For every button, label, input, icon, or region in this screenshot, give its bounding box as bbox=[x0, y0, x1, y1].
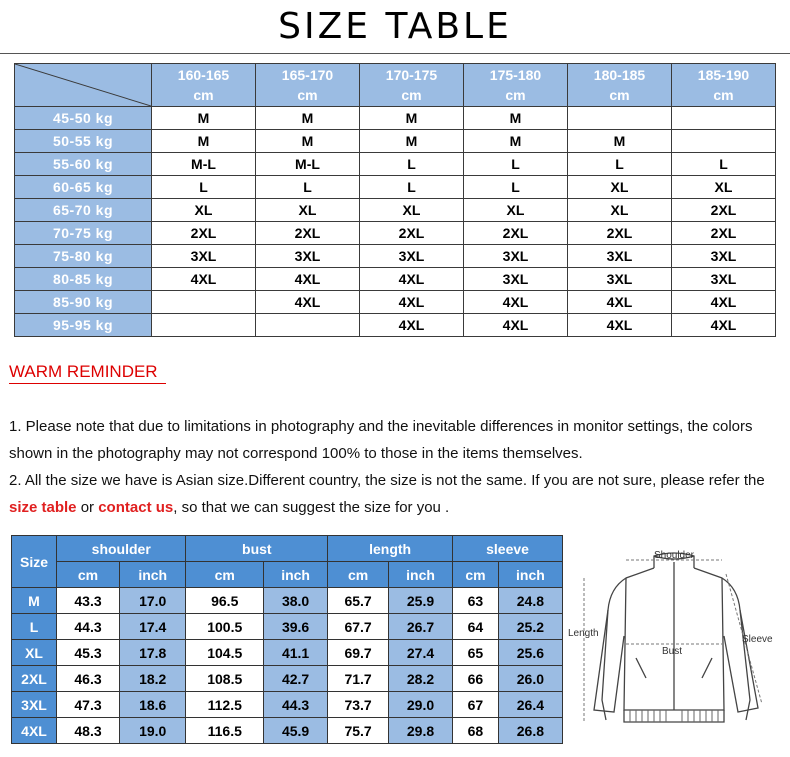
measurement-cell: 38.0 bbox=[264, 588, 328, 614]
length-header: length bbox=[328, 536, 453, 562]
measurement-cell: 47.3 bbox=[57, 692, 120, 718]
measurement-cell: 25.2 bbox=[498, 614, 562, 640]
size-cell: 2XL bbox=[256, 222, 360, 245]
unit-header-row bbox=[12, 562, 563, 588]
table-corner bbox=[15, 64, 152, 107]
measurement-cell: 17.0 bbox=[120, 588, 186, 614]
reminder-text: or bbox=[76, 499, 99, 516]
size-cell: M bbox=[152, 130, 256, 153]
unit-header: cm bbox=[328, 562, 389, 588]
size-cell: 3XL bbox=[568, 268, 672, 291]
size-cell: M bbox=[464, 130, 568, 153]
measurement-cell: 96.5 bbox=[186, 588, 264, 614]
size-cell: 4XL bbox=[152, 268, 256, 291]
garment-measurement-table bbox=[11, 535, 563, 744]
warm-reminder-underline bbox=[9, 383, 166, 384]
size-cell: 2XL bbox=[464, 222, 568, 245]
measurement-cell: 69.7 bbox=[328, 640, 389, 666]
table-row bbox=[15, 268, 776, 291]
table-row bbox=[12, 718, 563, 744]
height-header: 180-185 cm bbox=[568, 64, 672, 107]
size-cell: XL bbox=[256, 199, 360, 222]
size-cell: M bbox=[152, 107, 256, 130]
table-row bbox=[15, 199, 776, 222]
size-cell bbox=[568, 107, 672, 130]
measurement-cell: 26.7 bbox=[388, 614, 452, 640]
size-cell: L bbox=[360, 153, 464, 176]
measurement-cell: 26.4 bbox=[498, 692, 562, 718]
weight-range-cell: 95-95 kg bbox=[15, 314, 152, 337]
jacket-measurement-diagram bbox=[566, 540, 788, 746]
table-row bbox=[12, 692, 563, 718]
measurement-cell: 17.8 bbox=[120, 640, 186, 666]
table-header-row bbox=[15, 64, 776, 107]
size-cell bbox=[152, 291, 256, 314]
size-cell bbox=[256, 314, 360, 337]
size-cell: L bbox=[464, 153, 568, 176]
table-row bbox=[12, 614, 563, 640]
size-cell: M bbox=[568, 130, 672, 153]
unit-header: inch bbox=[498, 562, 562, 588]
size-cell: 4XL bbox=[464, 291, 568, 314]
size-cell: 2XL bbox=[568, 222, 672, 245]
size-cell: L bbox=[672, 153, 776, 176]
size-cell: 4XL bbox=[568, 291, 672, 314]
table-row bbox=[15, 153, 776, 176]
measurement-cell: 65.7 bbox=[328, 588, 389, 614]
size-cell: L bbox=[360, 176, 464, 199]
unit-header: inch bbox=[264, 562, 328, 588]
size-cell: 4XL bbox=[568, 314, 672, 337]
size-table-link[interactable]: size table bbox=[9, 499, 77, 516]
measurement-cell: 24.8 bbox=[498, 588, 562, 614]
bust-label: Bust bbox=[661, 646, 683, 657]
measurement-cell: 25.6 bbox=[498, 640, 562, 666]
height-header: 165-170 cm bbox=[256, 64, 360, 107]
weight-range-cell: 85-90 kg bbox=[15, 291, 152, 314]
size-label-cell: M bbox=[12, 588, 57, 614]
weight-range-cell: 45-50 kg bbox=[15, 107, 152, 130]
measurement-cell: 45.3 bbox=[57, 640, 120, 666]
weight-range-cell: 50-55 kg bbox=[15, 130, 152, 153]
measurement-cell: 27.4 bbox=[388, 640, 452, 666]
size-cell: XL bbox=[568, 176, 672, 199]
size-cell: 3XL bbox=[672, 268, 776, 291]
measurement-cell: 29.0 bbox=[388, 692, 452, 718]
unit-header: cm bbox=[57, 562, 120, 588]
measurement-cell: 28.2 bbox=[388, 666, 452, 692]
unit-header: cm bbox=[186, 562, 264, 588]
size-cell: 2XL bbox=[360, 222, 464, 245]
size-cell: 3XL bbox=[152, 245, 256, 268]
measurement-cell: 66 bbox=[453, 666, 499, 692]
height-header: 170-175 cm bbox=[360, 64, 464, 107]
size-cell: 4XL bbox=[672, 291, 776, 314]
measurement-cell: 65 bbox=[453, 640, 499, 666]
size-cell: 2XL bbox=[672, 222, 776, 245]
size-cell: M bbox=[360, 130, 464, 153]
height-header: 160-165 cm bbox=[152, 64, 256, 107]
weight-range-cell: 80-85 kg bbox=[15, 268, 152, 291]
page-title: SIZE TABLE bbox=[278, 6, 512, 47]
size-cell: L bbox=[152, 176, 256, 199]
measurement-cell: 45.9 bbox=[264, 718, 328, 744]
size-cell: L bbox=[568, 153, 672, 176]
reminder-text: 2. All the size we have is Asian size.Different country, the size is not the same. If you are not sure, please refer the bbox=[9, 472, 765, 489]
measurement-cell: 116.5 bbox=[186, 718, 264, 744]
weight-range-cell: 65-70 kg bbox=[15, 199, 152, 222]
weight-range-cell: 70-75 kg bbox=[15, 222, 152, 245]
size-cell: XL bbox=[568, 199, 672, 222]
measurement-cell: 68 bbox=[453, 718, 499, 744]
size-cell: 2XL bbox=[152, 222, 256, 245]
size-cell: M bbox=[256, 107, 360, 130]
bust-header: bust bbox=[186, 536, 328, 562]
corner-diagonal-line bbox=[15, 64, 151, 106]
shoulder-header: shoulder bbox=[57, 536, 186, 562]
unit-header: inch bbox=[120, 562, 186, 588]
size-cell bbox=[672, 130, 776, 153]
length-label: Length bbox=[568, 628, 599, 639]
table-row bbox=[12, 666, 563, 692]
size-cell: M-L bbox=[256, 153, 360, 176]
measurement-cell: 26.8 bbox=[498, 718, 562, 744]
measurement-cell: 41.1 bbox=[264, 640, 328, 666]
shoulder-label: Shoulder bbox=[653, 550, 695, 561]
size-label-cell: 4XL bbox=[12, 718, 57, 744]
size-cell: XL bbox=[360, 199, 464, 222]
size-cell: 3XL bbox=[672, 245, 776, 268]
size-cell: 3XL bbox=[568, 245, 672, 268]
size-cell: 4XL bbox=[360, 314, 464, 337]
size-cell: 4XL bbox=[360, 268, 464, 291]
measurement-cell: 42.7 bbox=[264, 666, 328, 692]
table-row bbox=[15, 245, 776, 268]
measurement-cell: 71.7 bbox=[328, 666, 389, 692]
measurement-cell: 63 bbox=[453, 588, 499, 614]
jacket-outline-icon bbox=[594, 553, 758, 722]
size-cell: L bbox=[256, 176, 360, 199]
table-row bbox=[15, 176, 776, 199]
size-cell: 3XL bbox=[464, 268, 568, 291]
reminder-text: , so that we can suggest the size for you . bbox=[173, 499, 450, 516]
unit-header: cm bbox=[453, 562, 499, 588]
size-cell: 3XL bbox=[360, 245, 464, 268]
size-cell: 4XL bbox=[360, 291, 464, 314]
size-cell: M bbox=[360, 107, 464, 130]
warm-reminder-heading: WARM REMINDER bbox=[9, 362, 158, 381]
table-row bbox=[12, 640, 563, 666]
hem-rib-texture bbox=[630, 710, 718, 722]
measurement-cell: 18.6 bbox=[120, 692, 186, 718]
table-row bbox=[15, 107, 776, 130]
table-row bbox=[15, 130, 776, 153]
weight-range-cell: 75-80 kg bbox=[15, 245, 152, 268]
size-cell: XL bbox=[672, 176, 776, 199]
height-weight-size-table bbox=[14, 63, 776, 337]
measurement-cell: 39.6 bbox=[264, 614, 328, 640]
size-cell: 4XL bbox=[672, 314, 776, 337]
size-label-cell: L bbox=[12, 614, 57, 640]
measurement-cell: 44.3 bbox=[264, 692, 328, 718]
measurement-cell: 48.3 bbox=[57, 718, 120, 744]
table-row bbox=[15, 222, 776, 245]
measurement-cell: 112.5 bbox=[186, 692, 264, 718]
measurement-cell: 100.5 bbox=[186, 614, 264, 640]
size-header: Size bbox=[12, 536, 57, 588]
size-label-cell: XL bbox=[12, 640, 57, 666]
title-divider bbox=[0, 53, 790, 54]
weight-range-cell: 60-65 kg bbox=[15, 176, 152, 199]
size-cell: M bbox=[464, 107, 568, 130]
measurement-cell: 108.5 bbox=[186, 666, 264, 692]
size-cell: XL bbox=[152, 199, 256, 222]
size-label-cell: 2XL bbox=[12, 666, 57, 692]
measurement-cell: 26.0 bbox=[498, 666, 562, 692]
measurement-cell: 75.7 bbox=[328, 718, 389, 744]
table-row bbox=[12, 588, 563, 614]
height-header: 175-180 cm bbox=[464, 64, 568, 107]
contact-us-link[interactable]: contact us bbox=[98, 499, 174, 516]
reminder-paragraph-1: 1. Please note that due to limitations in photography and the inevitable differences in monitor settings, the colors shown in the photography may not correspond 100% to those in the items themselves. bbox=[9, 418, 753, 462]
sleeve-label: Sleeve bbox=[742, 634, 773, 645]
measurement-cell: 43.3 bbox=[57, 588, 120, 614]
size-cell: 4XL bbox=[256, 268, 360, 291]
size-cell: XL bbox=[464, 199, 568, 222]
measurement-cell: 67.7 bbox=[328, 614, 389, 640]
measurement-cell: 67 bbox=[453, 692, 499, 718]
size-cell bbox=[152, 314, 256, 337]
size-label-cell: 3XL bbox=[12, 692, 57, 718]
measurement-cell: 73.7 bbox=[328, 692, 389, 718]
size-cell: L bbox=[464, 176, 568, 199]
measurement-cell: 46.3 bbox=[57, 666, 120, 692]
group-header-row bbox=[12, 536, 563, 562]
measurement-cell: 25.9 bbox=[388, 588, 452, 614]
unit-header: inch bbox=[388, 562, 452, 588]
table-row bbox=[15, 314, 776, 337]
measurement-cell: 44.3 bbox=[57, 614, 120, 640]
size-cell: M bbox=[256, 130, 360, 153]
measurement-cell: 64 bbox=[453, 614, 499, 640]
measurement-cell: 17.4 bbox=[120, 614, 186, 640]
sleeve-header: sleeve bbox=[453, 536, 563, 562]
size-cell bbox=[672, 107, 776, 130]
measurement-cell: 29.8 bbox=[388, 718, 452, 744]
table-row bbox=[15, 291, 776, 314]
size-cell: 4XL bbox=[256, 291, 360, 314]
measurement-cell: 104.5 bbox=[186, 640, 264, 666]
measurement-cell: 19.0 bbox=[120, 718, 186, 744]
measurement-cell: 18.2 bbox=[120, 666, 186, 692]
weight-range-cell: 55-60 kg bbox=[15, 153, 152, 176]
size-cell: 4XL bbox=[464, 314, 568, 337]
size-cell: 2XL bbox=[672, 199, 776, 222]
size-cell: M-L bbox=[152, 153, 256, 176]
reminder-paragraph-2 bbox=[9, 467, 784, 521]
height-header: 185-190 cm bbox=[672, 64, 776, 107]
size-cell: 3XL bbox=[256, 245, 360, 268]
size-cell: 3XL bbox=[464, 245, 568, 268]
